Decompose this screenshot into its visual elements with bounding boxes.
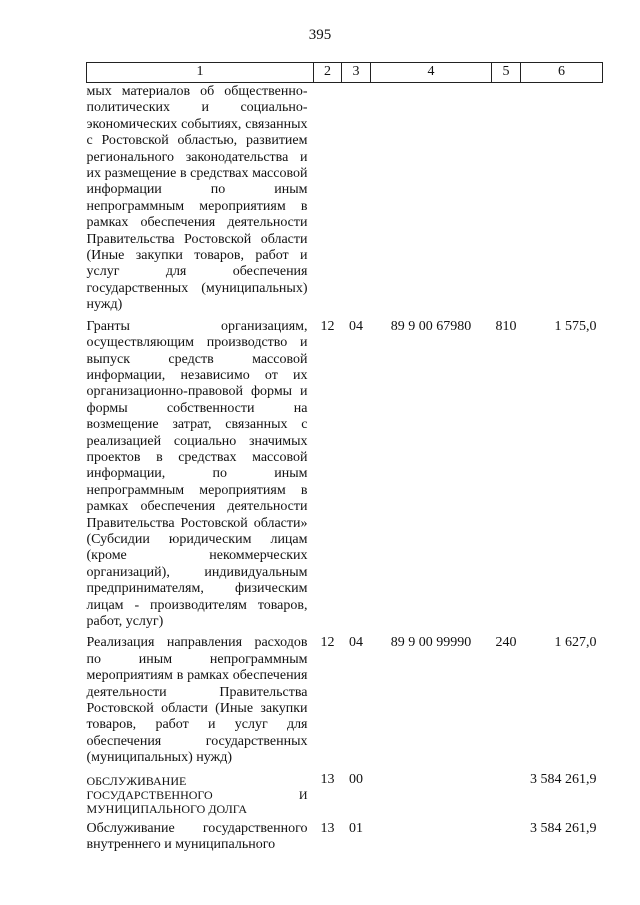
table-row xyxy=(87,767,603,816)
column-header-name: 1 xyxy=(87,63,314,83)
table-row xyxy=(87,83,603,314)
page-number: 395 xyxy=(308,27,332,43)
row-amount: 1 575,0 xyxy=(554,318,597,334)
header-row xyxy=(87,63,603,83)
row-name: Обслуживание государственного внутреннего и муниципального xyxy=(86,820,308,853)
row-name: Реализация направления расходов по иным непрограммным мероприятиям в рамках обеспечения деятельности Правительства Ростовской области (Иные закупки товаров, работ и услуг для обеспечения государственных (муниципальных) нужд) xyxy=(86,635,308,766)
row-section: 13 xyxy=(320,771,335,787)
row-name: Гранты организациям, осуществляющим производство и выпуск средств массовой информации, независимо от их организационно-правовой формы и формы собственности на возмещение затрат, связанных с реализацией социально значимых проектов в средствах массовой информации, по иным непрограммным мероприятиям в рамках обеспечения деятельности Правительства Ростовской области» (Субсидии юридическим лицам (кроме некоммерческих организаций), индивидуальным предпринимателям, физическим лицам - производителям товаров, работ, услуг) xyxy=(86,318,308,629)
row-expense-type: 240 xyxy=(495,635,517,651)
row-expense-type xyxy=(492,816,521,854)
column-header-expense-type: 5 xyxy=(492,63,521,83)
row-expense-type: 810 xyxy=(495,318,517,334)
row-subsection: 04 xyxy=(349,635,363,651)
row-target-article xyxy=(371,83,492,314)
row-name: мых материалов об общественно-политических и социально-экономических событиях, связанных с Ростовской областью, развитием регионального законодательства и их размещение в средствах массовой информации по иным непрограммным мероприятиям в рамках обеспечения деятельности Правительства Ростовской области (Иные закупки товаров, работ и услуг для обеспечения государственных (муниципальных) нужд) xyxy=(86,84,308,313)
row-amount: 3 584 261,9 xyxy=(530,820,597,836)
row-target-article xyxy=(371,767,492,816)
row-name: ОБСЛУЖИВАНИЕ ГОСУДАРСТВЕННОГО И МУНИЦИПАЛЬНОГО ДОЛГА xyxy=(86,773,308,816)
column-header-amount: 6 xyxy=(521,63,603,83)
column-header-target-article: 4 xyxy=(371,63,492,83)
row-section: 12 xyxy=(320,635,335,651)
row-amount xyxy=(521,83,603,314)
row-section: 12 xyxy=(320,318,335,334)
row-subsection xyxy=(342,83,371,314)
row-subsection: 04 xyxy=(349,318,363,334)
row-target-article: 89 9 00 99990 xyxy=(390,635,472,651)
table-row xyxy=(87,314,603,631)
row-expense-type xyxy=(492,767,521,816)
row-section xyxy=(314,83,342,314)
column-header-section: 2 xyxy=(314,63,342,83)
row-amount: 3 584 261,9 xyxy=(530,771,597,787)
column-header-subsection: 3 xyxy=(342,63,371,83)
row-amount: 1 627,0 xyxy=(554,635,597,651)
row-target-article xyxy=(371,816,492,854)
row-subsection: 00 xyxy=(349,771,363,787)
table-row xyxy=(87,816,603,854)
table-row xyxy=(87,630,603,766)
budget-table xyxy=(86,62,603,853)
row-subsection: 01 xyxy=(349,820,363,836)
row-target-article: 89 9 00 67980 xyxy=(390,318,472,334)
row-expense-type xyxy=(492,83,521,314)
row-section: 13 xyxy=(320,820,335,836)
